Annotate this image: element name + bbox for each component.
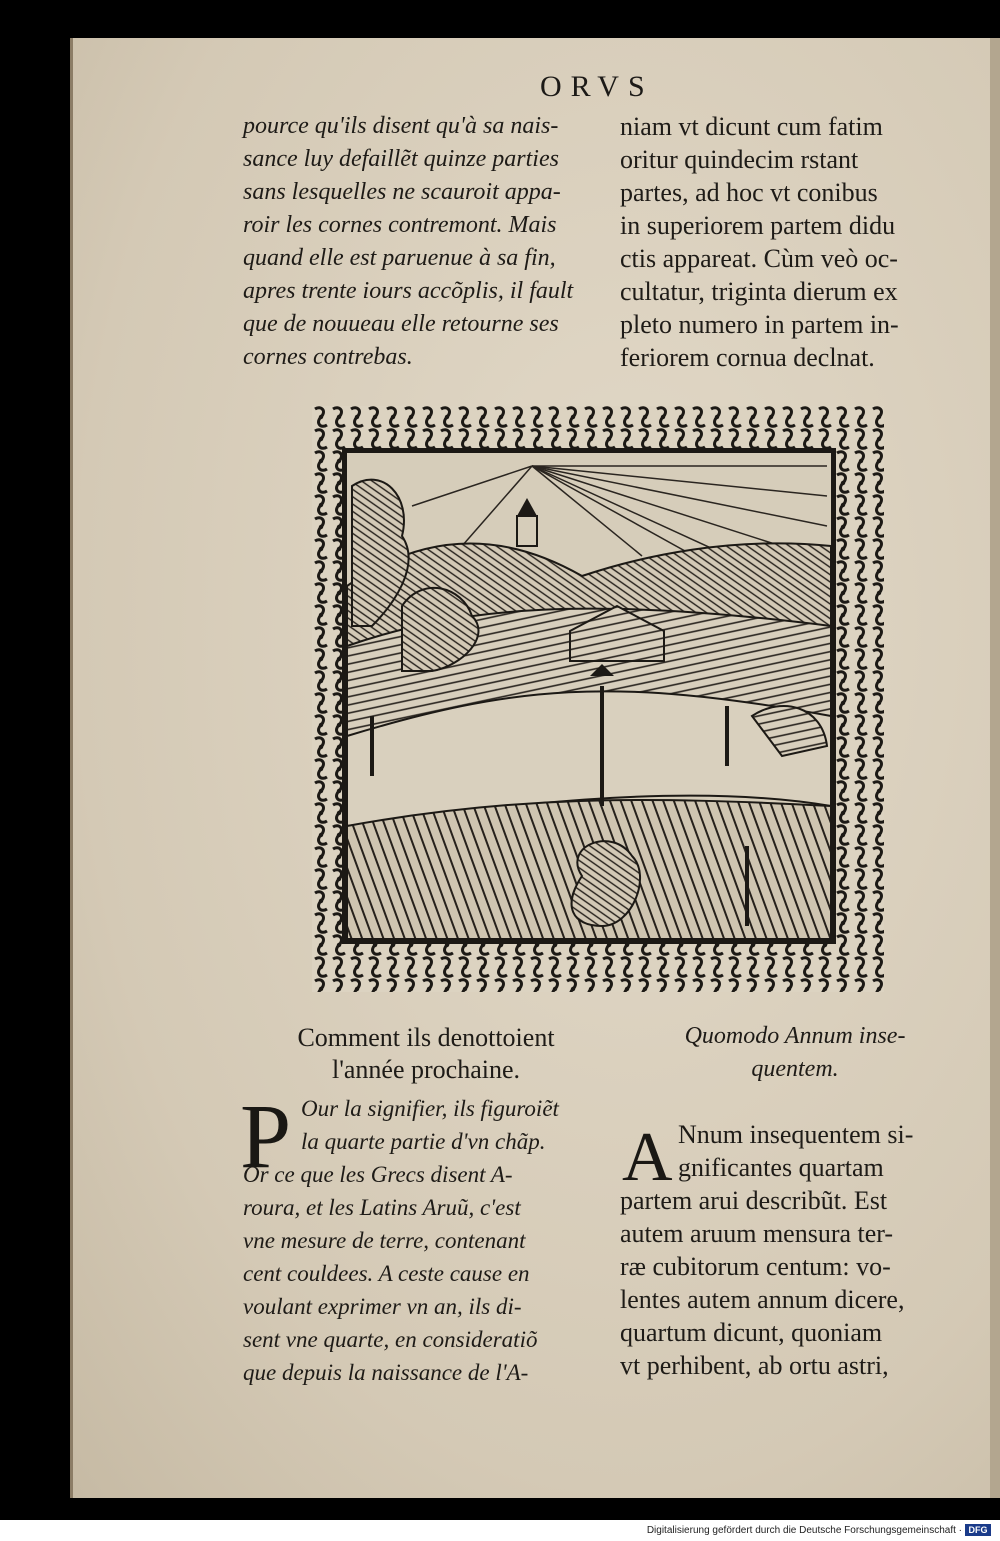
text-line: Our la signifier, ils figuroiẽt bbox=[301, 1096, 559, 1121]
latin-drop-cap: A bbox=[622, 1119, 673, 1196]
text-line: quand elle est paruenue à sa fin, bbox=[243, 245, 556, 271]
text-line: gnificantes quartam bbox=[678, 1153, 884, 1182]
text-line: Or ce que les Grecs disent A- bbox=[243, 1162, 513, 1187]
text-line: vne mesure de terre, contenant bbox=[243, 1228, 526, 1253]
text-line: la quarte partie d'vn chãp. bbox=[301, 1129, 546, 1154]
text-line: voulant exprimer vn an, ils di- bbox=[243, 1294, 522, 1319]
text-line: cultatur, triginta dierum ex bbox=[620, 277, 898, 306]
text-line: apres trente iours accõplis, il fault bbox=[243, 278, 574, 304]
text-line: que de nouueau elle retourne ses bbox=[243, 311, 559, 337]
text-line: autem aruum mensura ter- bbox=[620, 1219, 894, 1248]
text-line: quartum dicunt, quoniam bbox=[620, 1318, 883, 1347]
text-line: ræ cubitorum centum: vo- bbox=[620, 1252, 891, 1281]
text-line: in superiorem partem didu bbox=[620, 211, 896, 240]
french-text-body bbox=[243, 1092, 613, 1389]
text-line: ctis appareat. Cùm veò oc- bbox=[620, 244, 898, 273]
latin-text-top bbox=[620, 110, 960, 374]
heading-line: Comment ils denottoient bbox=[297, 1023, 555, 1052]
heading-line: Quomodo Annum inse- bbox=[684, 1023, 906, 1049]
text-line: partem arui describũt. Est bbox=[620, 1186, 888, 1215]
text-line: Nnum insequentem si- bbox=[678, 1120, 914, 1149]
running-head: ORVS bbox=[540, 70, 654, 103]
text-line: sent vne quarte, en consideratiõ bbox=[243, 1327, 538, 1352]
french-text-top bbox=[243, 110, 603, 374]
french-drop-cap: P bbox=[240, 1085, 292, 1187]
heading-line: quentem. bbox=[751, 1056, 839, 1082]
text-line: sance luy defaillẽt quinze parties bbox=[243, 146, 559, 172]
text-line: sans lesquelles ne scauroit appa- bbox=[243, 179, 561, 205]
text-line: roir les cornes contremont. Mais bbox=[243, 212, 557, 238]
text-line: lentes autem annum dicere, bbox=[620, 1285, 905, 1314]
text-line: feriorem cornua declnat. bbox=[620, 343, 875, 372]
dfg-logo[interactable]: DFG bbox=[965, 1524, 991, 1536]
text-line: pource qu'ils disent qu'à sa nais- bbox=[243, 113, 559, 139]
text-line: vt perhibent, ab ortu astri, bbox=[620, 1351, 889, 1380]
latin-section-heading bbox=[630, 1020, 960, 1086]
latin-text-body bbox=[620, 1118, 970, 1382]
text-line: oritur quindecim rstant bbox=[620, 145, 859, 174]
heading-line: l'année prochaine. bbox=[331, 1055, 521, 1084]
page-edge bbox=[990, 38, 1000, 1498]
french-section-heading bbox=[246, 1022, 606, 1086]
text-line: cornes contrebas. bbox=[243, 344, 413, 370]
text-line: cent couldees. A ceste cause en bbox=[243, 1261, 530, 1286]
woodcut-illustration bbox=[312, 406, 884, 992]
text-line: niam vt dicunt cum fatim bbox=[620, 112, 883, 141]
text-line: roura, et les Latins Aruũ, c'est bbox=[243, 1195, 521, 1220]
text-line: partes, ad hoc vt conibus bbox=[620, 178, 878, 207]
text-line: que depuis la naissance de l'A- bbox=[243, 1360, 529, 1385]
funding-notice: Digitalisierung gefördert durch die Deutsche Forschungsgemeinschaft · bbox=[646, 1525, 962, 1536]
text-line: pleto numero in partem in- bbox=[620, 310, 899, 339]
